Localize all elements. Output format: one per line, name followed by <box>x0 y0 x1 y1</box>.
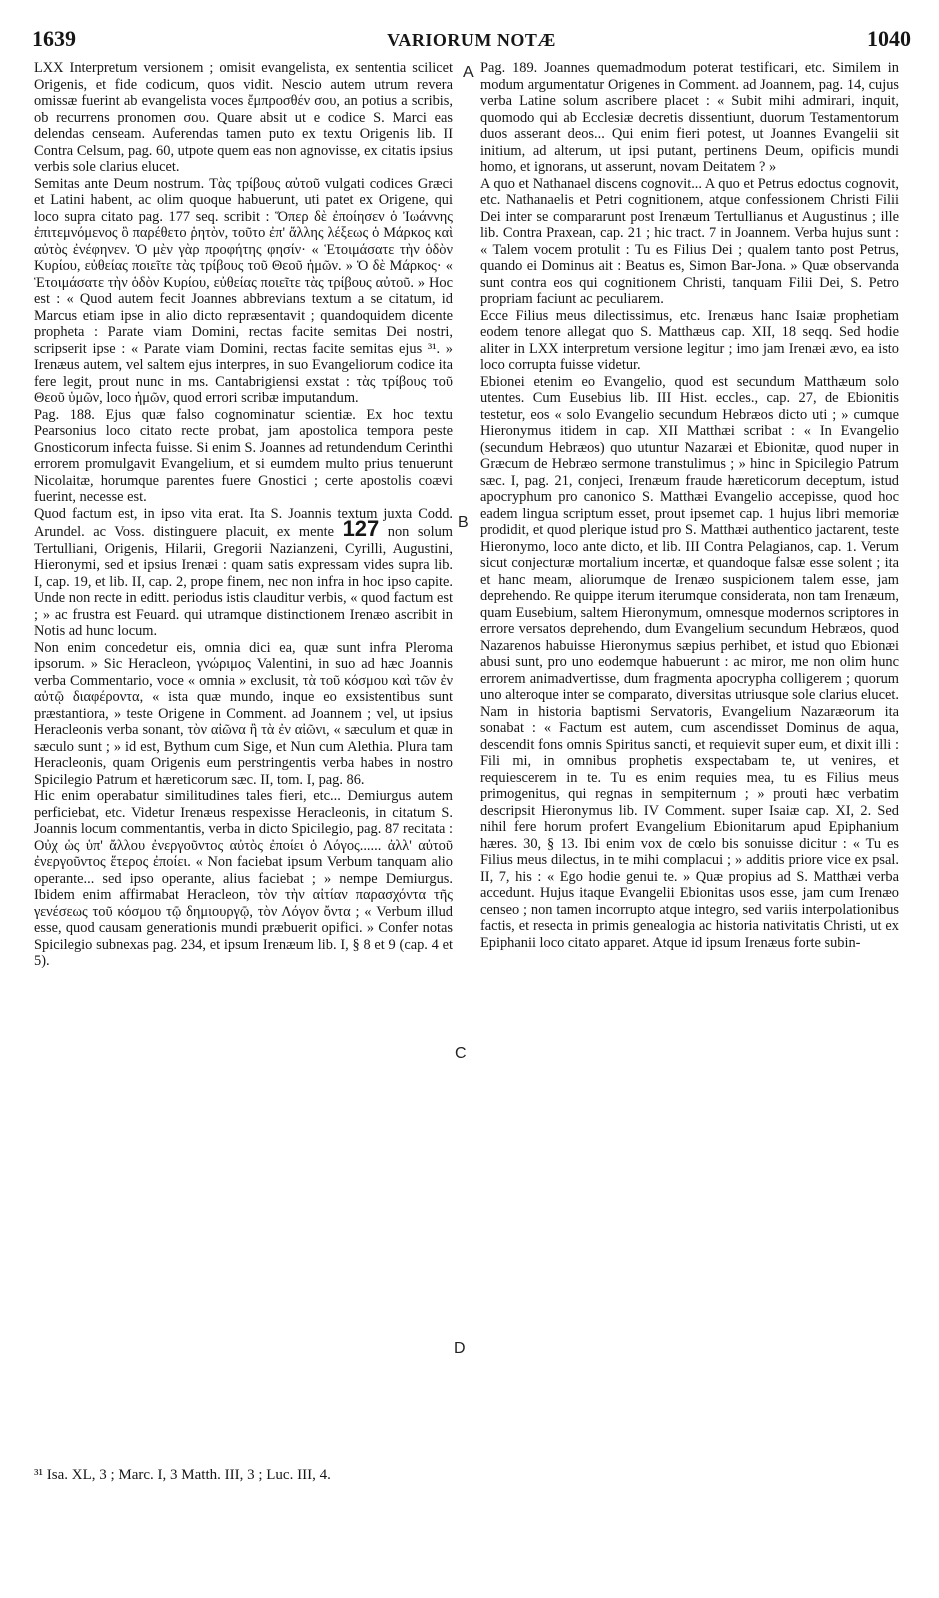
left-paragraph-4-end: non solum Tertulliani, Origenis, Hilarii, Gregorii Nazianzeni, Cyrilli, Augustini, Hieronymi, sed et ipsius Irenæi : quam satis expressam vides supra lib. I, cap. 19, et lib. II, cap. 2, prope finem, nec non infra in hoc ipso capite. Unde non recte in editt. periodus istis clauditur verbis, « quod factum est ; » ac frustra est Feuard. qui utramque distinctionem Irenæo ascribit in Notis ad hunc locum. <box>34 524 454 639</box>
inline-page-number: 127 <box>342 516 380 541</box>
left-page-number: 1639 <box>32 26 76 51</box>
left-paragraph-3: Pag. 188. Ejus quæ falso cognominatur scientiæ. Ex hoc textu Pearsonius loco citato recte probat, jam apostolica tempora peste Gnosticorum infecta fuisse. Si enim S. Joannes ad retundendum Cerinthi errorem promulgavit Evangelium, et si eumdem multo prius tenuerunt Nicolaitæ, horumque parentes fuere Gnostici ; certe apostolis coævi fuerint, necesse est. <box>34 406 453 505</box>
left-paragraph-4 <box>34 506 453 640</box>
margin-marker-a: A <box>463 64 474 81</box>
margin-marker-c: C <box>455 1045 467 1062</box>
margin-marker-d: D <box>454 1340 466 1357</box>
footnote: ³¹ Isa. XL, 3 ; Marc. I, 3 Matth. III, 3 ; Luc. III, 4. <box>34 1467 331 1483</box>
left-paragraph-4-start: Quod factum est, in ipso vita erat. Ita S. Joannis textum juxta Codd. Arundel. ac Voss. distinguere placuit, ex mente <box>34 505 453 540</box>
left-paragraph-1: LXX Interpretum versionem ; omisit evangelista, ex sententia scilicet Origenis, et fide codicum, quos vidit. Nescio autem utrum revera omissæ fuerint ab evangelista voces ἔμπροσθέν σου, an potius a scribis, ob recurrens pronomen σου. Quare absit ut e codice S. Marci eas delendas censeam. Auferendas tamen puto ex textu Origenis lib. II Contra Celsum, pag. 60, utpote quem eas non agnovisse, ex citatis ipsius verbis sole clarius elucet. <box>34 60 453 175</box>
left-paragraph-5: Non enim concedetur eis, omnia dici ea, quæ sunt infra Pleroma ipsorum. » Sic Heracleon, γνώριμος Valentini, in suo ad hæc Joannis verba Commentario, voce « omnia » exclusit, τὰ τοῦ κόσμου καὶ τῶν ἐν αὐτῷ διαφέροντα, « ista quæ mundo, inque eo exsistentibus sunt præstantiora, » teste Origene in Comment. ad Joannem ; vel, ut ipsius Heracleonis verba sonant, τὸν αἰῶνα ἢ τὰ ἐν αἰῶνι, « sæculum et quæ in sæculo sunt ; » id est, Bythum cum Sige, et Nun cum Alethia. Plura tam Heracleonis, quam Origenis eum perstringentis verba habes in nostro Spicilegio Patrum et hæreticorum sæc. II, tom. I, pag. 86. <box>34 639 453 788</box>
page-header <box>32 26 911 60</box>
right-page-number: 1040 <box>867 26 911 51</box>
right-paragraph-2: A quo et Nathanael discens cognovit... A quo et Petrus edoctus cognovit, etc. Nathanaelis et Petri cognitionem, atque confessionem Christi Filii Dei inter se compararunt post Irenæum Tertullianus et Augustinus ; ille lib. Contra Praxean, cap. 21 ; hic tract. 7 in Joannem. Verba hujus sunt : « Talem vocem protulit : Tu es Filius Dei ; qualem tanto post Petrus, quando ei Dominus ait : Beatus es, Simon Bar-Jona. » Quæ observanda sunt contra eos qui cognitionem Christi, tanquam Filii Dei, S. Petro propriam faciunt ac peculiarem. <box>480 175 899 307</box>
margin-marker-b: B <box>458 514 469 531</box>
right-paragraph-1: Pag. 189. Joannes quemadmodum poterat testificari, etc. Similem in modum argumentatur Origenes in Comment. ad Joannem, pag. 14, cujus verba Latine solum ascribere placet : « Subit mihi admirari, inquit, quomodo qui ab Ecclesiæ decretis dissentiunt, duorum Testamentorum duos asserant deos... Qui enim fieri potest, ut Joannes Evangelii sit initium, ad alterum, ut ipsi putant, pertinens Deum, opificis mundi homo, et ignorans, ut asserunt, novam Deitatem ? » <box>480 60 899 175</box>
left-column <box>34 60 453 970</box>
left-paragraph-2: Semitas ante Deum nostrum. Τὰς τρίβους αὐτοῦ vulgati codices Græci et Latini habent, ac olim quoque habuerunt, uti patet ex Origene, qui loco supra citato pag. 177 seq. scribit : Ὅπερ δὲ ἐποίησεν ὁ Ἰωάννης ἐπιτεμνόμενος ὃ παρέθετο ῥητὸν, τοῦτο ἐπ' ἄλλης λέξεως ὁ Μάρκος καὶ αὐτὸς ἐνέφηνεν. Ὁ μὲν γὰρ προφήτης φησίν· « Ἑτοιμάσατε τὴν ὁδὸν Κυρίου, εὐθείας ποιεῖτε τὰς τρίβους τοῦ Θεοῦ ἡμῶν. » Ὁ δὲ Μάρκος· « Ἑτοιμάσατε τὴν ὁδὸν Κυρίου, εὐθείας ποιεῖτε τὰς τρίβους αὐτοῦ. » Hoc est : « Quod autem fecit Joannes abbrevians textum a se citatum, id Marcus etiam ipse in alio dicto repræsentavit ; quandoquidem dicente propheta : Parate viam Domini, rectas facite semitas Dei nostri, scripserit ipse : « Parate viam Domini, rectas facite semitas ejus ³¹. » Irenæus autem, vel saltem ejus interpres, in suo Evangeliorum codice ita fere legit, prout nunc in ms. Cantabrigiensi exstat : τὰς τρίβους τοῦ Θεοῦ ὑμῶν, loco ἡμῶν, quod errori scribæ imputandum. <box>34 175 453 406</box>
right-column <box>480 60 899 951</box>
running-title: VARIORUM NOTÆ <box>387 30 556 50</box>
right-paragraph-3: Ecce Filius meus dilectissimus, etc. Irenæus hanc Isaiæ prophetiam eodem tenore allegat quo S. Matthæus cap. XII, 18 seqq. Sed hodie aliter in LXX interpretum versione legitur ; imo jam Irenæi ævo, ea isto loco corrupta fuisse videtur. <box>480 307 899 373</box>
left-paragraph-6: Hic enim operabatur similitudines tales fieri, etc... Demiurgus autem perficiebat, etc. Videtur Irenæus respexisse Heracleonis, in citatum S. Joannis locum commentantis, verba in dicto Spicilegio, pag. 87 recitata : Οὐχ ὡς ὑπ' ἄλλου ἐνεργοῦντος αὐτὸς ἐποίει ὁ Λόγος...... ἀλλ' αὐτοῦ ἐνεργοῦντος ἕτερος ἐποίει. « Non faciebat ipsum Verbum tanquam alio operante... sed ipso operante, alius faciebat ; » nempe Demiurgus. Ibidem enim affirmabat Heracleon, τὸν τὴν αἰτίαν παρασχόντα τῆς γενέσεως τοῦ κόσμου τῷ δημιουργῷ, τὸν Λόγον ὄντα ; « Verbum illud esse, quod causam generationis mundi præbuerit opifici. » Confer notas Spicilegio subnexas pag. 234, et ipsum Irenæum lib. I, § 8 et 9 (cap. 4 et 5). <box>34 788 453 969</box>
right-paragraph-4: Ebionei etenim eo Evangelio, quod est secundum Matthæum solo utentes. Cum Eusebius lib. III Hist. eccles., cap. 27, de Ebionitis testetur, eos « solo Evangelio secundum Hebræos dicto uti ; » cumque Hieronymus itidem in cap. XII Matthæi scribat : « In Evangelio (secundum Hebræos) quo utuntur Nazaræi et Ebionitæ, quod nuper in Græcum de Hebræo sermone transtulimus ; » hinc in Spicilegio Patrum sæc. I, pag. 21, conjeci, Irenæum fraude hæreticorum deceptum, istud apocryphum pro canonico S. Matthæi Evangelio accepisse, quod hoc eadem lingua scriptum esset, prout ipsemet cap. 1 hujus libri memoriæ prodidit, et quod plerique istud pro S. Matthæi authentico jactarent, teste Hieronymo, loco ante dicto, et lib. III Contra Pelagianos, cap. 1. Verum sicut conjecturæ mortalium incertæ, et quandoque falsæ esse solent ; ita et hanc meam, aliorumque de Irenæo suspicionem talem esse, jam deprehendo. Re quippe iterum iterumque considerata, non tam Irenæum, quam Eusebium, saltem Hieronymum, omnesque modernos scriptores in errore versatos deprehendo, dum Evangelium secundum Hebræos, quod Nazarenos habuisse Hieronymus sæpius perhibet, et istud quo Ebionæi abusi sunt, pro uno eodemque habuerunt : ac miror, me non olim hunc errorem animadvertisse, dum fragmenta apocrypha colligerem ; quorum uno alteroque inter se comparato, diversitas utriusque sole clarius elucet. Nam in historia baptismi Servatoris, Evangelium Nazaræorum ita sonabat : « Factum est autem, cum ascendisset Dominus de aqua, descendit fons omnis Spiritus sancti, et requievit super eum, et dixit illi : Fili mi, in omnibus prophetis exspectabam te, ut venires, et requiescerem in te. Tu es enim requies mea, tu es Filius meus primogenitus, qui regnas in sempiternum ; » prouti hæc verbatim descripsit Hieronymus lib. IV Comment. super Isaiæ cap. XI, 2. Sed nihil fere horum profert Evangelium Ebionitarum apud Epiphanium hæres. 30, § 13. Ibi enim vox de cœlo bis sonuisse dicitur : « Tu es Filius meus dilectus, in te mihi complacui ; » additis priore vice ex psal. II, 7, his : « Ego hodie genui te. » Quæ propius ad S. Matthæi verba accedunt. Hujus itaque Evangelii Ebionitas usos esse, jam cum Irenæo censeo ; non tamen incorrupto atque integro, sed variis interpolationibus factis, et resecta in primis genealogia ac historia nativitatis Christi, ut ex Epiphanii loco citato apparet. Atque id ipsum Irenæus forte subin- <box>480 373 899 951</box>
